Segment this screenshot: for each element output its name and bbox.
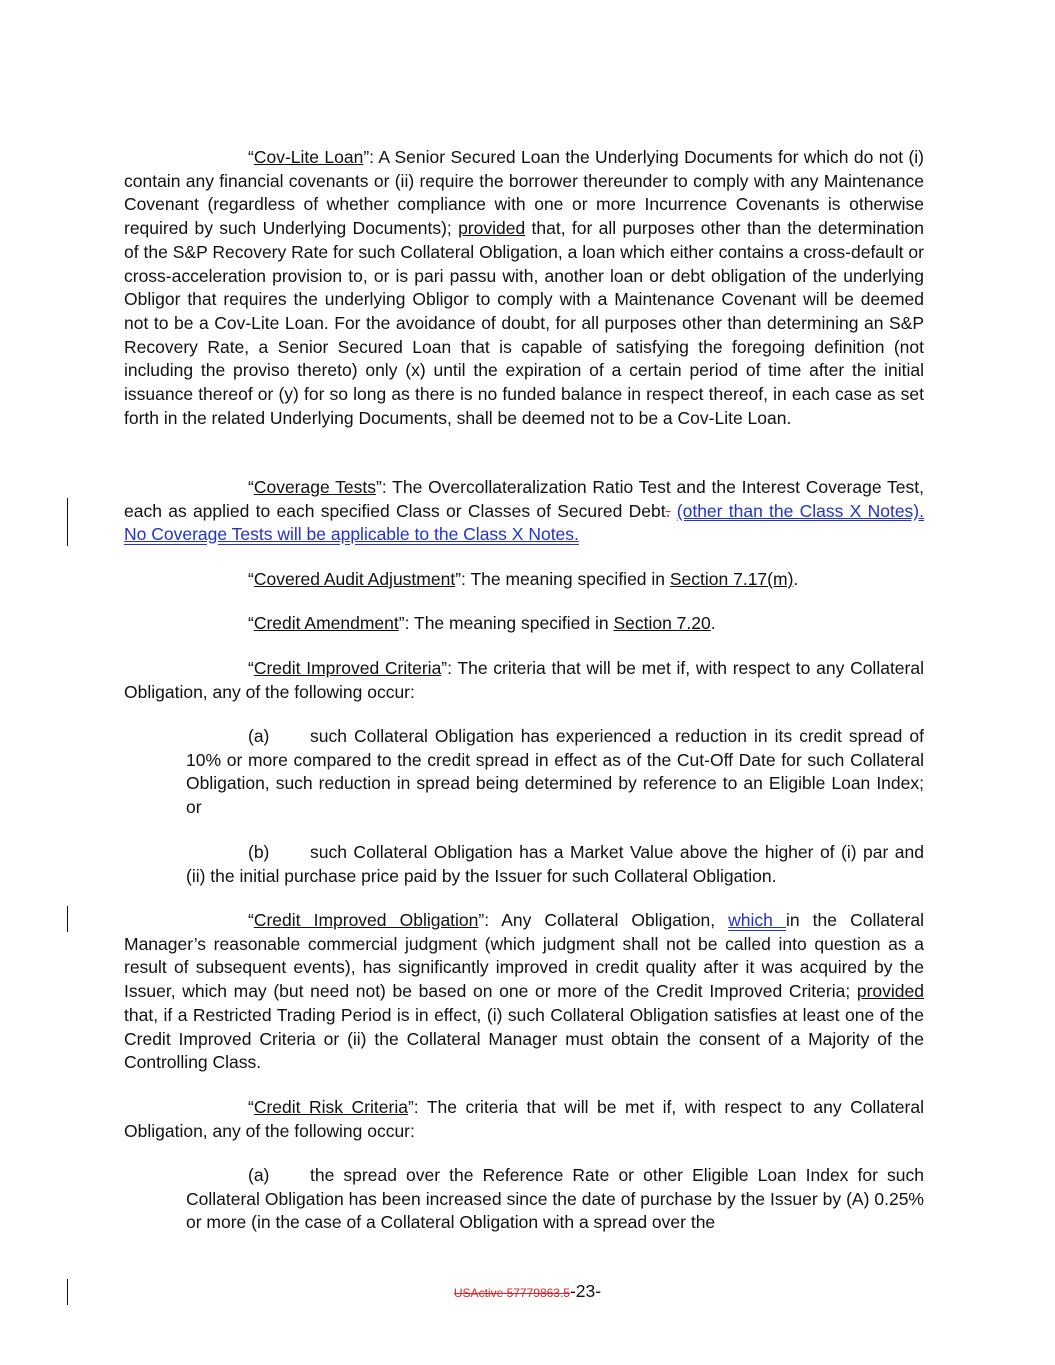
item-text: the spread over the Reference Rate or other Eligible Loan Index for such Collateral Obligation has been increased since the date of purchase by the Issuer by (A) 0.25% or more (in the case of a Collateral Obligation with a spread over the [186, 1165, 924, 1233]
deleted-text: . [665, 500, 671, 521]
item-label: (a) [248, 1165, 270, 1185]
definition-text: The Overcollateralization Ratio Test and the Interest Coverage Test, each as applied to each specified Class or Classes of Secured Debt [124, 477, 924, 521]
definition-covered-audit-adjustment [124, 568, 924, 592]
change-bar [67, 906, 68, 932]
close-quote: ”: [455, 569, 466, 589]
period: . [710, 613, 716, 633]
defined-term: Cov-Lite Loan [253, 147, 364, 167]
change-bar [67, 498, 68, 546]
open-quote: “ [248, 613, 254, 633]
close-quote: ”: [407, 1097, 419, 1117]
item-label: (b) [248, 842, 270, 862]
inserted-text: (other than the Class X Notes). No Coverage Tests will be applicable to the Class X Notes. [124, 500, 924, 545]
defined-term: Credit Improved Criteria [253, 658, 442, 678]
definition-text: The meaning specified in [409, 613, 614, 633]
defined-term: Covered Audit Adjustment [253, 569, 456, 589]
defined-term: Credit Risk Criteria [253, 1097, 408, 1117]
definition-text: in the Collateral Manager’s reasonable commercial judgment (which judgment shall not be called into question as a result of subsequent events), has significantly improved in credit quality after it was acquired by the Issuer, which may (but need not) be based on one or more of the Credit Improved Criteria; [124, 910, 924, 1002]
definition-credit-improved-criteria [124, 657, 924, 704]
risk-criteria-item-a [186, 1164, 924, 1235]
definition-text: The criteria that will be met if, with respect to any Collateral Obligation, any of the following occur: [124, 1097, 924, 1141]
defined-term: Credit Amendment [253, 613, 399, 633]
period: . [793, 569, 799, 589]
definition-credit-amendment [124, 612, 924, 636]
open-quote: “ [248, 658, 254, 678]
definition-text: that, if a Restricted Trading Period is in effect, (i) such Collateral Obligation satisfies at least one of the Credit Improved Criteria or (ii) the Collateral Manager must obtain the consent of a Majority of the Controlling Class. [124, 1004, 924, 1073]
close-quote: ”: [363, 147, 375, 167]
close-quote: ”: [478, 910, 490, 930]
item-text: such Collateral Obligation has experienced a reduction in its credit spread of 10% or more compared to the credit spread in effect as of the Cut-Off Date for such Collateral Obligation, such reduction in spread being determined by reference to an Eligible Loan Index; or [186, 726, 924, 818]
definition-cov-lite-loan [124, 146, 924, 430]
open-quote: “ [248, 477, 254, 497]
page-number: -23- [569, 1281, 602, 1301]
page-footer [0, 1281, 1055, 1302]
deleted-doc-id: USActive 57779863.5 [453, 1286, 570, 1300]
item-label: (a) [248, 726, 270, 746]
open-quote: “ [248, 569, 254, 589]
definition-text: The criteria that will be met if, with respect to any Collateral Obligation, any of the following occur: [124, 658, 924, 702]
definition-text: Any Collateral Obligation, [489, 910, 729, 930]
inserted-text: which [728, 910, 786, 930]
close-quote: ”: [398, 613, 410, 633]
definition-credit-risk-criteria [124, 1096, 924, 1143]
definition-text: that, for all purposes other than the determination of the S&P Recovery Rate for such Collateral Obligation, a loan which either contains a cross-default or cross-acceleration provision to, or is pari passu with, another loan or debt obligation of the underlying Obligor that requires the underlying Obligor to comply with a Maintenance Covenant will be deemed not to be a Cov-Lite Loan. For the avoidance of doubt, for all purposes other than determining an S&P Recovery Rate, a Senior Secured Loan that is capable of satisfying the foregoing definition (not including the proviso thereto) only (x) until the expiration of a certain period of time after the initial issuance thereof or (y) for so long as there is no funded balance in respect thereof, in each case as set forth in the related Underlying Documents, shall be deemed not to be a Cov-Lite Loan. [124, 218, 924, 428]
provided-term: provided [856, 981, 924, 1002]
open-quote: “ [248, 1097, 254, 1117]
definition-coverage-tests [124, 476, 924, 547]
item-text: such Collateral Obligation has a Market Value above the higher of (i) par and (ii) the initial purchase price paid by the Issuer for such Collateral Obligation. [186, 842, 924, 886]
close-quote: ”: [376, 477, 387, 497]
section-reference: Section 7.20 [613, 613, 711, 633]
open-quote: “ [248, 147, 254, 167]
definition-credit-improved-obligation [124, 909, 924, 1075]
open-quote: “ [248, 910, 254, 930]
definition-text: The meaning specified in [465, 569, 670, 589]
criteria-item-b [186, 841, 924, 888]
definition-text: A Senior Secured Loan the Underlying Documents for which do not (i) contain any financial covenants or (ii) require the borrower thereunder to comply with any Maintenance Covenant (regardless of whether compliance with one or more Incurrence Covenants is otherwise required by such Underlying Documents); [124, 147, 924, 239]
close-quote: ”: [441, 658, 452, 678]
defined-term: Coverage Tests [253, 477, 376, 497]
criteria-item-a [186, 725, 924, 820]
provided-term: provided [458, 218, 526, 239]
defined-term: Credit Improved Obligation [253, 910, 479, 930]
section-reference: Section 7.17(m) [669, 569, 794, 589]
